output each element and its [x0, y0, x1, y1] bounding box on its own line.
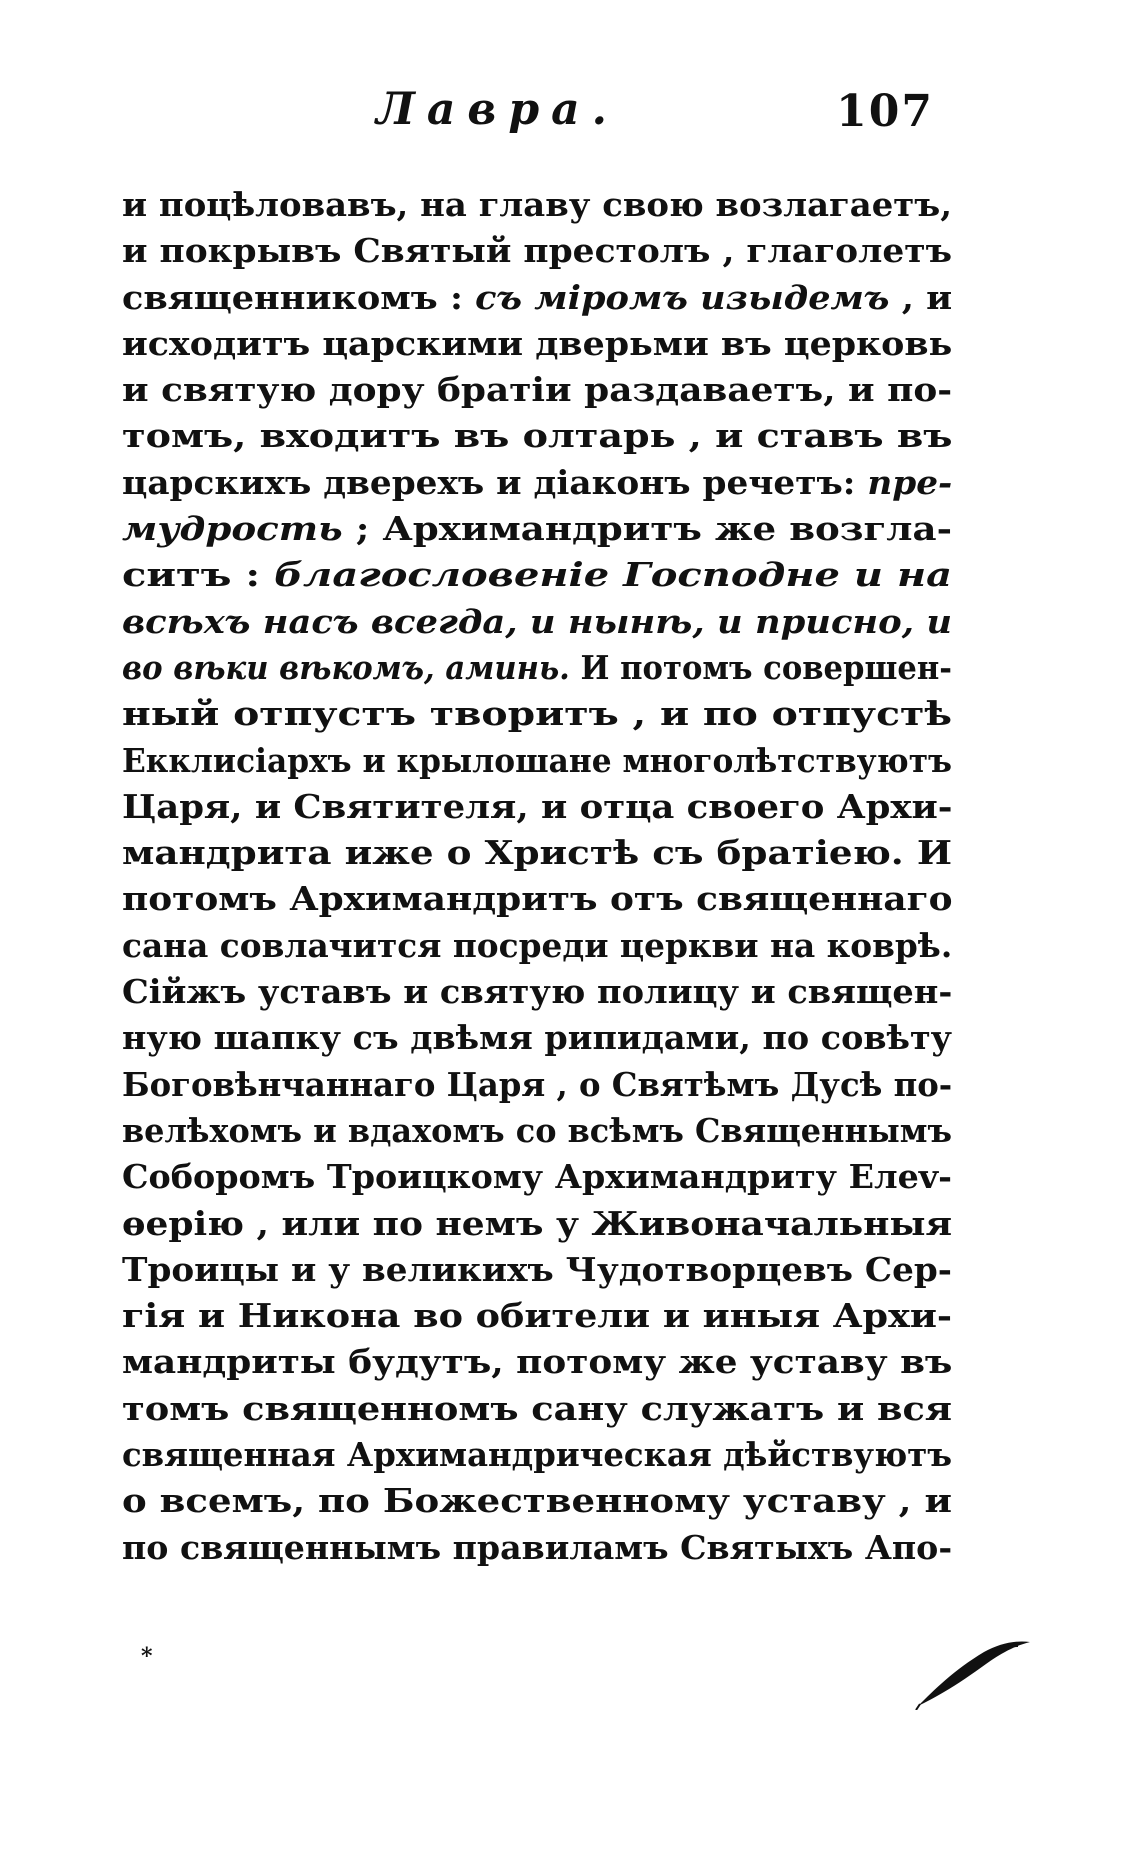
text-segment: по священнымъ правиламъ Святыхъ Апо- — [122, 1527, 953, 1567]
text-line — [122, 784, 952, 830]
text-segment: исходитъ царскими дверьми въ церковь — [122, 323, 953, 363]
text-line — [122, 1247, 952, 1293]
text-segment: царскихъ дверехъ и діаконъ речетъ: — [122, 462, 868, 502]
text-segment: священникомъ : — [122, 277, 476, 317]
text-segment: ную шапку съ двѣмя рипидами, по совѣту — [122, 1018, 953, 1058]
text-segment: ; Архимандритъ же возгла- — [342, 509, 953, 549]
text-line — [122, 182, 952, 228]
italic-text-segment: во вѣки вѣкомъ, аминь. — [122, 647, 570, 687]
ink-speck: ⁎ — [141, 1637, 153, 1663]
text-segment: потомъ Архимандритъ отъ священнаго — [122, 879, 953, 919]
text-segment: И потомъ совершен- — [569, 647, 953, 687]
text-segment: Соборомъ Троицкому Архимандриту Елеv- — [122, 1157, 952, 1197]
text-line — [122, 506, 952, 552]
text-line — [122, 830, 952, 876]
text-segment: , и — [889, 277, 953, 317]
text-segment: и святую дору братіи раздаваетъ, и по- — [122, 370, 953, 410]
text-segment: гія и Никона во обители и иныя Архи- — [122, 1296, 953, 1336]
text-line — [122, 599, 952, 645]
italic-text-segment: пре- — [867, 462, 953, 502]
italic-text-segment: съ міромъ изыдемъ — [475, 277, 890, 317]
text-line — [122, 1432, 952, 1478]
text-line — [122, 275, 952, 321]
text-line — [122, 552, 952, 598]
text-segment: Царя, и Святителя, и отца своего Архи- — [122, 786, 953, 826]
italic-text-segment: всѣхъ насъ всегда, и нынѣ, и присно, и — [122, 601, 953, 641]
text-line — [122, 321, 952, 367]
text-line — [122, 876, 952, 922]
text-segment: Троицы и у великихъ Чудотворцевъ Сер- — [122, 1249, 952, 1289]
page-header — [118, 84, 958, 154]
text-segment: мандриты будутъ, потому же уставу въ — [122, 1342, 953, 1382]
text-line — [122, 1293, 952, 1339]
text-line — [122, 1339, 952, 1385]
text-segment: сана совлачится посреди церкви на коврѣ. — [122, 925, 953, 965]
text-segment: Боговѣнчаннаго Царя , о Святѣмъ Дусѣ по- — [122, 1064, 953, 1104]
text-segment: томъ, входитъ въ олтарь , и ставъ въ — [122, 416, 953, 456]
text-segment: священная Архимандрическая дѣйствуютъ — [122, 1435, 953, 1475]
text-line — [122, 1015, 952, 1061]
running-title: Лавра. — [376, 84, 619, 135]
text-line — [122, 228, 952, 274]
text-segment: Сійжъ уставъ и святую полицу и священ- — [122, 972, 953, 1012]
text-line — [122, 1201, 952, 1247]
text-line — [122, 1062, 952, 1108]
text-segment: ный отпустъ творитъ , и по отпустѣ — [122, 694, 952, 734]
text-segment: и покрывъ Святый престолъ , глаголетъ — [122, 231, 952, 271]
italic-text-segment: мудрость — [122, 509, 343, 549]
text-segment: ѳерію , или по немъ у Живоначальныя — [122, 1203, 953, 1243]
text-segment: ситъ : — [122, 555, 275, 595]
text-line — [122, 367, 952, 413]
text-segment: мандрита иже о Христѣ съ братіею. И — [122, 833, 953, 873]
text-segment: велѣхомъ и вдахомъ со всѣмъ Священнымъ — [122, 1110, 953, 1150]
text-line — [122, 738, 952, 784]
text-line — [122, 460, 952, 506]
body-text — [122, 182, 962, 1571]
text-segment: Екклисіархъ и крылошане многолѣтствуютъ — [122, 740, 953, 780]
text-segment: томъ священномъ сану служатъ и вся — [122, 1388, 952, 1428]
text-line — [122, 413, 952, 459]
page-number: 107 — [836, 86, 934, 137]
text-segment: и поцѣловавъ, на главу свою возлагаетъ, — [122, 185, 953, 224]
text-line — [122, 1386, 952, 1432]
text-line — [122, 1108, 952, 1154]
text-line — [122, 1525, 952, 1571]
text-line — [122, 923, 952, 969]
quill-flourish-icon — [914, 1630, 1034, 1710]
italic-text-segment: благословеніе Господне и на — [274, 555, 953, 595]
text-line — [122, 969, 952, 1015]
text-line — [122, 1478, 952, 1524]
text-line — [122, 1154, 952, 1200]
text-line — [122, 691, 952, 737]
text-line — [122, 645, 952, 691]
text-segment: о всемъ, по Божественному уставу , и — [122, 1481, 952, 1521]
